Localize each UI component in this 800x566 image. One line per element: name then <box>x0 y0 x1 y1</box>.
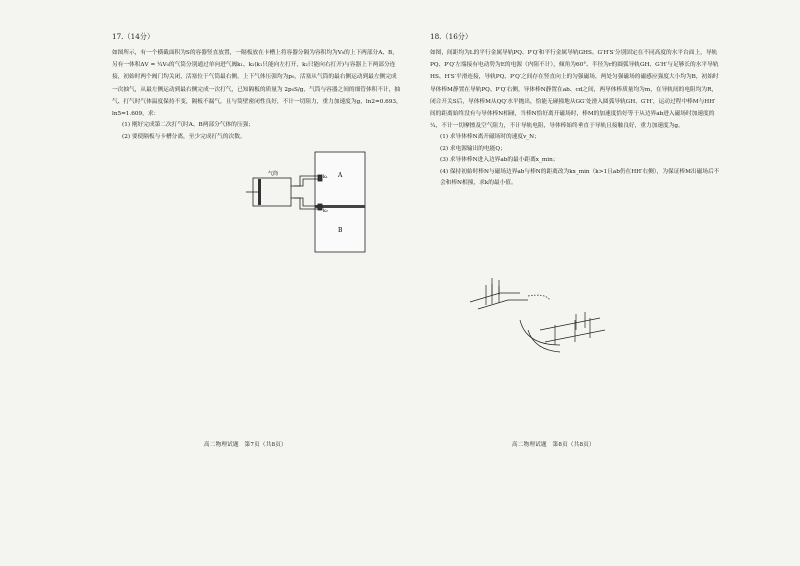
question-17-title: 17.（14分） <box>112 32 155 41</box>
question-18-part-3: (3) 求导体棒N进入边界ab的最小距离x_min； <box>440 157 559 164</box>
right-page <box>430 32 720 462</box>
label-a: A <box>338 172 343 179</box>
footer-right: 高二物理试题 第8页（共8页） <box>512 442 595 448</box>
question-18-part-2: (2) 求电源输出的电能Q； <box>440 145 506 152</box>
label-b: B <box>338 227 343 234</box>
footer-left: 高二物理试题 第7页（共8页） <box>204 442 287 448</box>
question-18-body: 如图，间距均为L的平行金属导轨PQ、P′Q′和平行金属导轨GHS、G′H′S′分别固定在不同高度的水平台面上，导轨PQ、P′Q′左端接有电动势为E的电源（内阻不计），倾角为60°、半径为r的圆弧导轨GH、G′H′与足够长的水平导轨HS、H′S′平滑连接，导轨PQ、P′Q′之间存在竖直向上的匀强磁场，两处匀强磁场的磁感应强度大小均为B，初始时导体棒M静置在导轨PQ、P′Q′右侧，导体棒N静置在ab、cd之间，两导体棒质量均为m，在导轨间的电阻均为R，闭合开关S后，导体棒M从QQ′水平抛出，恰能无碰撞地从GG′处滑入圆弧导轨GH、G′H′，运动过程中棒M与HH′间的距离始终没有与导体棒N相碰，当棒N恰好离开磁场时，棒M的加速度恰好等于从边界ab进入磁场时加速度的¼，不计一切摩擦及空气阻力，不计导轨电阻，导体棒始终垂直于导轨且接触良好，重力加速度为g。 <box>430 50 719 130</box>
label-k1: k₁ <box>323 175 328 180</box>
label-k2: k₂ <box>323 209 328 214</box>
label-cylinder: 气筒 <box>268 171 279 177</box>
question-17-part-1: (1) 刚好完成第二次打气时A、B两部分气体的压强； <box>122 122 254 129</box>
question-18-part-1: (1) 求导体棒N离开磁场时的速度v_N； <box>440 134 540 141</box>
question-17-body: 如图所示，有一个横截面积为S的容器竖直放置，一隔板放在卡槽上将容器分隔为容积均为V₀的上下两部分A、B，另有一体积ΔV = ¼V₀的气筒分别通过单向进气阀k₁、k₂(k₁只能向左打开，k₂只能向右打开)与容器上下两部分连接，初始时两个阀门均关闭，活塞位于气筒最右侧。上下气体压强均为p₀，活塞从气筒的最右侧运动到最左侧完成一次抽气，从最左侧运动到最右侧完成一次打气，已知隔板的质量为 2p₀S/g，气筒与容器之间的细管体积不计，抽气、打气时气体温度保持不变，隔板不漏气，且与筒壁密闭性良好，不计一切阻力，重力加速度为g，ln2=0.693，ln5=1.609，求： <box>112 50 402 118</box>
figure-17-pump-container <box>246 152 365 252</box>
question-18-title: 18.（16分） <box>430 32 473 41</box>
question-18-part-4: (4) 保持初始时棒N与磁场边界ab与棒N的距离改为kx_min（k>1且ab仍在HH′右侧），为保证棒M出磁场后不会和棒N相撞，求k的最小值。 <box>440 168 720 187</box>
question-17-part-2: (2) 要使隔板与卡槽分离，至少完成打气的次数。 <box>122 133 246 140</box>
